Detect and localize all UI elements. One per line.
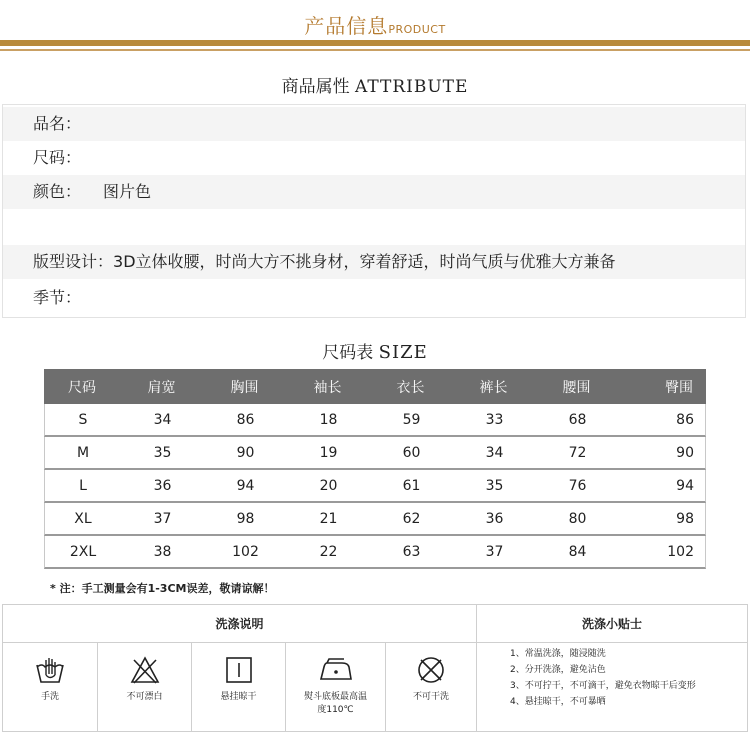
care-tips-heading: 洗涤小贴士 <box>477 605 747 643</box>
table-row: S 34 86 18 59 33 68 86 <box>44 404 706 437</box>
page-title <box>0 10 750 39</box>
hand-wash-icon <box>34 655 66 685</box>
care-label: 不可漂白 <box>126 692 163 702</box>
care-instructions-heading: 洗涤说明 <box>3 605 477 643</box>
hang-dry-icon <box>223 655 255 685</box>
care-label: 手洗 <box>40 692 59 702</box>
page-header <box>0 0 750 56</box>
attr-row-name: 品名： <box>3 107 745 141</box>
table-row: 2XL 38 102 22 63 37 84 102 <box>44 536 706 569</box>
care-label: 不可干洗 <box>412 692 449 702</box>
attr-row-blank <box>3 209 745 243</box>
iron-icon <box>318 655 354 685</box>
attr-row-design: 版型设计：3D立体收腰，时尚大方不挑身材，穿着舒适，时尚气质与优雅大方兼备 <box>3 245 745 279</box>
measurement-note: * 注：手工测量会有1-3CM误差，敬请谅解！ <box>50 582 275 595</box>
attribute-box <box>2 104 746 318</box>
no-bleach-icon <box>129 655 161 685</box>
care-tip: 4、悬挂晾干，不可暴晒 <box>510 697 606 707</box>
size-heading: 尺码表 SIZE <box>322 342 428 363</box>
care-item-no-bleach <box>98 643 192 731</box>
care-item-hand-wash <box>3 643 98 731</box>
title-en: PRODUCT <box>388 23 446 36</box>
no-tumble-dry-icon <box>415 655 447 685</box>
care-item-iron <box>286 643 386 731</box>
table-row: XL 37 98 21 62 36 80 98 <box>44 503 706 536</box>
header-divider <box>0 40 750 46</box>
care-label: 悬挂晾干 <box>220 692 257 702</box>
care-tips-list <box>510 646 696 710</box>
attr-row-size: 尺码： <box>33 148 82 167</box>
size-table-header: 尺码 肩宽 胸围 袖长 衣长 裤长 腰围 臀围 <box>44 369 706 404</box>
care-tip: 3、不可拧干，不可滴干，避免衣物晾干后变形 <box>510 681 696 691</box>
care-tip: 2、分开洗涤，避免沾色 <box>510 665 606 675</box>
table-row: L 36 94 20 61 35 76 94 <box>44 470 706 503</box>
care-label: 熨斗底板最高温度110℃ <box>303 692 367 715</box>
header-divider-thin <box>0 49 750 51</box>
care-item-hang-dry <box>192 643 286 731</box>
care-tip: 1、常温洗涤，随浸随洗 <box>510 649 606 659</box>
attribute-heading: 商品属性 ATTRIBUTE <box>281 77 469 97</box>
attr-row-season: 季节： <box>33 288 82 307</box>
table-row: M 35 90 19 60 34 72 90 <box>44 437 706 470</box>
size-table <box>44 369 706 569</box>
title-cn: 产品信息 <box>304 14 389 38</box>
care-item-no-dry-clean <box>386 643 477 731</box>
attr-row-color: 颜色： 图片色 <box>3 175 745 209</box>
